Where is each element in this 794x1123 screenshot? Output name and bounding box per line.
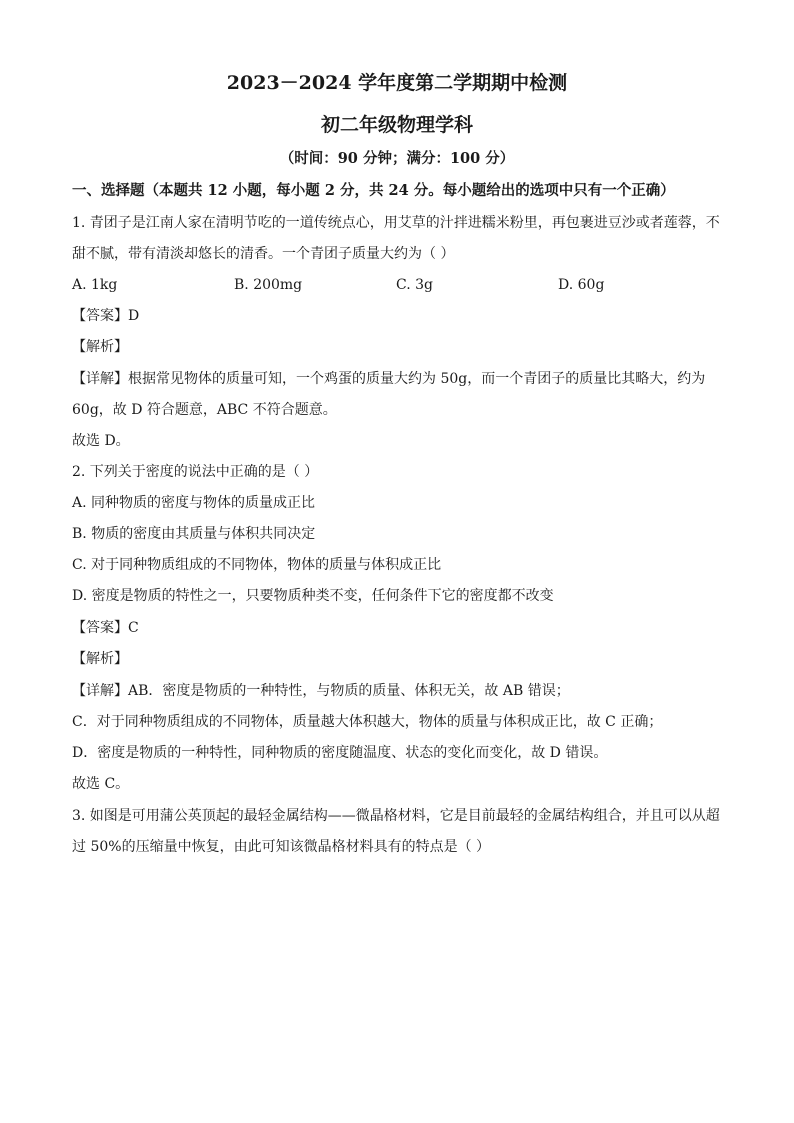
q3-stem-line1: 3. 如图是可用蒲公英顶起的最轻金属结构——微晶格材料，它是目前最轻的金属结构组合，并且可以从超 xyxy=(72,808,720,824)
exam-info: （时间：90 分钟；满分：100 分） xyxy=(279,150,515,167)
q2-detail-line3: D．密度是物质的一种特性，同种物质的密度随温度、状态的变化而变化，故 D 错误。 xyxy=(72,745,608,761)
q2-conclusion: 故选 C。 xyxy=(72,776,130,792)
q2-option-b: B. 物质的密度由其质量与体积共同决定 xyxy=(72,526,316,542)
q2-option-c: C. 对于同种物质组成的不同物体，物体的质量与体积成正比 xyxy=(72,557,442,573)
q1-stem-line1: 1. 青团子是江南人家在清明节吃的一道传统点心，用艾草的汁拌进糯米粉里，再包裹进豆沙或者莲蓉，不 xyxy=(72,215,720,231)
q2-detail-line1: 【详解】AB．密度是物质的一种特性，与物质的质量、体积无关，故 AB 错误； xyxy=(72,683,570,699)
q2-option-a: A. 同种物质的密度与物体的质量成正比 xyxy=(72,495,316,511)
q2-stem: 2. 下列关于密度的说法中正确的是（ ） xyxy=(72,464,319,480)
q1-conclusion: 故选 D。 xyxy=(72,433,130,449)
q1-option-d: D. 60g xyxy=(558,277,605,293)
q1-stem-line2: 甜不腻，带有清淡却悠长的清香。一个青团子质量大约为（ ） xyxy=(72,246,455,262)
q1-detail-line1: 【详解】根据常见物体的质量可知，一个鸡蛋的质量大约为 50g，而一个青团子的质量比其略大，约为 xyxy=(72,371,706,387)
q2-detail-line2: C．对于同种物质组成的不同物体，质量越大体积越大，物体的质量与体积成正比，故 C 正确； xyxy=(72,714,663,730)
q1-analysis-label: 【解析】 xyxy=(72,339,128,355)
exam-subtitle: 初二年级物理学科 xyxy=(320,114,473,136)
q1-detail-line2: 60g，故 D 符合题意，ABC 不符合题意。 xyxy=(72,402,337,418)
q2-answer: 【答案】C xyxy=(72,620,139,636)
q1-answer: 【答案】D xyxy=(72,308,140,324)
q2-analysis-label: 【解析】 xyxy=(72,651,128,667)
q1-option-c: C. 3g xyxy=(396,277,433,293)
q3-stem-line2: 过 50%的压缩量中恢复，由此可知该微晶格材料具有的特点是（ ） xyxy=(72,839,491,855)
exam-title: 2023－2024 学年度第二学期期中检测 xyxy=(226,72,568,94)
q2-option-d: D. 密度是物质的特性之一，只要物质种类不变，任何条件下它的密度都不改变 xyxy=(72,588,554,604)
q1-option-a: A. 1kg xyxy=(72,277,118,293)
q1-option-b: B. 200mg xyxy=(234,277,303,293)
section-heading: 一、选择题（本题共 12 小题，每小题 2 分，共 24 分。每小题给出的选项中只有一个正确） xyxy=(72,182,675,199)
